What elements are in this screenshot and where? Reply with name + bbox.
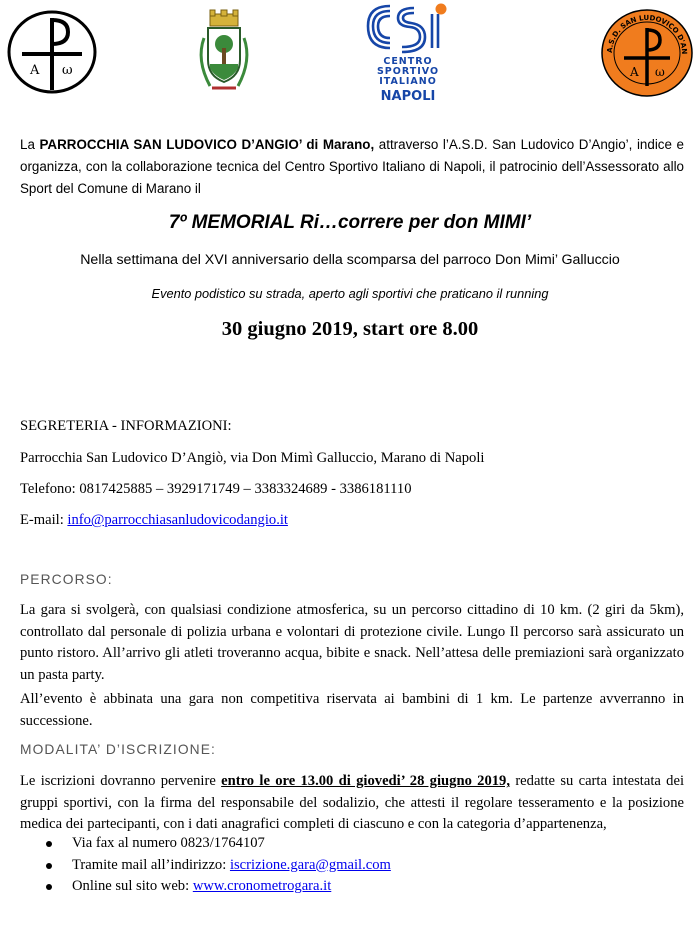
iscrizione-heading: MODALITA’ D’ISCRIZIONE: <box>20 742 216 757</box>
percorso-paragraph-1: La gara si svolgerà, con qualsiasi condizione atmosferica, su un percorso cittadino di 10 km. (2 giri da 5km), controllato dal personale di polizia urbana e volontari di protezione civile. Lungo Il percorso sarà assicurato un punto ristoro. All’arrivo gli atleti troveranno acqua, bibite e snack. Nell’attesa delle premiazioni sarà organizzato un pasta party. <box>20 602 684 683</box>
list-item: Via fax al numero 0823/1764107 <box>46 833 666 855</box>
asd-logo <box>600 8 694 98</box>
deadline-text: entro le ore 13.00 di giovedi’ 28 giugno 2019, <box>221 773 511 789</box>
email-link[interactable]: info@parrocchiasanludovicodangio.it <box>67 512 288 528</box>
registration-email-link[interactable]: iscrizione.gara@gmail.com <box>229 856 391 873</box>
omega-letter: ω <box>655 65 665 79</box>
segreteria-heading: SEGRETERIA - INFORMAZIONI: <box>20 418 232 434</box>
alpha-letter: A <box>630 65 639 79</box>
csi-logo <box>362 2 454 104</box>
intro-paragraph: La PARROCCHIA SAN LUDOVICO D’ANGIO’ di Marano, attraverso l’A.S.D. San Ludovico D’Angio’, indice e organizza, con la collaborazione tecnica del Centro Sportivo Italiano di Napoli, il patrocinio dell’Assessorato allo Sport del Comune di Marano il <box>20 137 684 196</box>
csi-city: NAPOLI <box>380 89 436 104</box>
iscrizione-paragraph: Le iscrizioni dovranno pervenire entro le ore 13.00 di giovedi’ 28 giugno 2019, redatte su carta intestata dei gruppi sportivi, con la firma del responsabile del sodalizio, che attesti il regolare tesseramento e la posizione medica dei partecipanti, con i dati anagrafici completi di ciascuno e con la categoria d’appartenenza, <box>20 773 684 832</box>
event-title: 7º MEMORIAL Ri…correre per don MIMI’ <box>168 212 532 233</box>
segreteria-email-line: E-mail: info@parrocchiasanludovicodangio.it <box>20 512 288 528</box>
alpha-letter: A <box>30 63 40 78</box>
bullet-icon <box>46 841 52 847</box>
comune-coat-of-arms <box>190 8 258 102</box>
bullet-icon <box>46 863 52 869</box>
list-item: Tramite mail all’indirizzo: iscrizione.gara@gmail.com <box>46 855 666 877</box>
event-date: 30 giugno 2019, start ore 8.00 <box>221 318 479 340</box>
organizer-name: PARROCCHIA SAN LUDOVICO D’ANGIO’ di Marano, <box>39 137 375 152</box>
omega-letter: ω <box>62 63 73 78</box>
event-subtitle: Nella settimana del XVI anniversario della scomparsa del parroco Don Mimi’ Galluccio <box>80 252 620 268</box>
csi-line2: SPORTIVO <box>376 66 440 77</box>
registration-methods-list <box>46 833 666 898</box>
list-item: Online sul sito web: www.cronometrogara.it <box>46 876 666 898</box>
segreteria-address: Parrocchia San Ludovico D’Angiò, via Don Mimì Galluccio, Marano di Napoli <box>20 450 485 466</box>
registration-website-link[interactable]: www.cronometrogara.it <box>192 878 332 894</box>
segreteria-phone: Telefono: 0817425885 – 3929171749 – 3383324689 - 3386181110 <box>20 481 412 497</box>
bullet-icon <box>46 884 52 890</box>
ring-text: A.S.D. SAN LUDOVICO D'AN <box>605 13 689 55</box>
percorso-paragraph-2: All’evento è abbinata una gara non competitiva riservata ai bambini di 1 km. Le partenze avverranno in successione. <box>20 691 684 729</box>
event-description: Evento podistico su strada, aperto agli sportivi che praticano il running <box>151 286 549 301</box>
parish-logo <box>6 8 98 96</box>
percorso-heading: PERCORSO: <box>20 572 113 587</box>
csi-line3: ITALIANO <box>379 76 437 87</box>
csi-line1: CENTRO <box>383 56 433 67</box>
